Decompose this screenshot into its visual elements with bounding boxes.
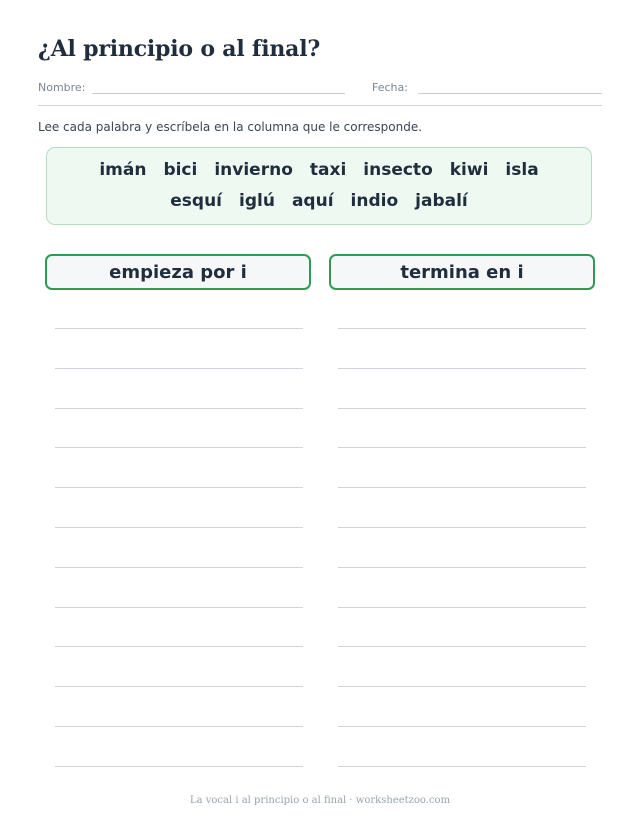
word-bank-word: taxi xyxy=(309,160,347,180)
header-divider xyxy=(38,105,602,106)
word-bank-word: isla xyxy=(505,160,539,180)
column-header-start: empieza por i xyxy=(45,254,311,290)
footer-credit: La vocal i al principio o al final · worksheetzoo.com xyxy=(189,795,451,806)
word-bank-word: jabalí xyxy=(415,191,468,211)
writing-line[interactable] xyxy=(55,328,303,329)
writing-line[interactable] xyxy=(338,646,586,647)
writing-line[interactable] xyxy=(55,408,303,409)
writing-line[interactable] xyxy=(55,567,303,568)
instructions-text: Lee cada palabra y escríbela en la columna que le corresponde. xyxy=(38,120,423,134)
word-bank-word: kiwi xyxy=(449,160,489,180)
writing-line[interactable] xyxy=(338,368,586,369)
page-title: ¿Al principio o al final? xyxy=(38,36,321,62)
writing-line[interactable] xyxy=(338,766,586,767)
writing-line[interactable] xyxy=(55,487,303,488)
writing-line[interactable] xyxy=(338,567,586,568)
writing-line[interactable] xyxy=(55,686,303,687)
writing-line[interactable] xyxy=(338,447,586,448)
writing-line[interactable] xyxy=(338,527,586,528)
word-bank-word: imán xyxy=(99,160,147,180)
writing-line[interactable] xyxy=(55,527,303,528)
writing-line[interactable] xyxy=(55,447,303,448)
column-header-end: termina en i xyxy=(329,254,595,290)
writing-line[interactable] xyxy=(55,607,303,608)
date-field[interactable] xyxy=(418,93,602,94)
word-bank-word: aquí xyxy=(291,191,334,211)
writing-line[interactable] xyxy=(55,646,303,647)
writing-line[interactable] xyxy=(55,726,303,727)
word-bank-word: esquí xyxy=(170,191,223,211)
word-bank-word: indio xyxy=(350,191,399,211)
writing-line[interactable] xyxy=(338,726,586,727)
word-bank-word: insecto xyxy=(363,160,433,180)
student-info-row xyxy=(38,80,602,96)
writing-line[interactable] xyxy=(55,368,303,369)
word-bank-word: iglú xyxy=(239,191,275,211)
name-label: Nombre: xyxy=(38,81,86,94)
name-field[interactable] xyxy=(92,93,345,94)
date-label: Fecha: xyxy=(372,81,408,94)
writing-line[interactable] xyxy=(338,487,586,488)
word-bank-word: bici xyxy=(163,160,198,180)
word-bank-word: invierno xyxy=(214,160,293,180)
word-bank xyxy=(46,147,592,225)
writing-line[interactable] xyxy=(338,328,586,329)
writing-line[interactable] xyxy=(338,686,586,687)
writing-line[interactable] xyxy=(338,408,586,409)
writing-line[interactable] xyxy=(338,607,586,608)
writing-line[interactable] xyxy=(55,766,303,767)
